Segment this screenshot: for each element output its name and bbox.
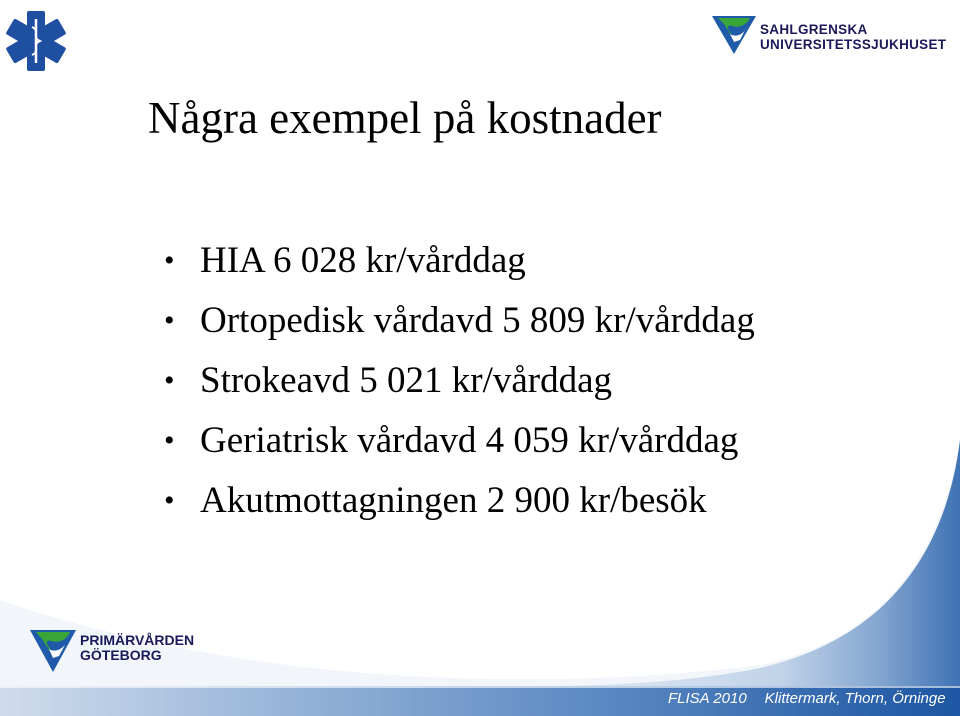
cost-bullet-list <box>160 238 755 538</box>
bullet-item: • Strokeavd 5 021 kr/vårddag <box>160 358 755 418</box>
slide-title: Några exempel på kostnader <box>148 93 662 143</box>
footer-event: FLISA 2010 <box>668 690 747 707</box>
primarvarden-logo-icon <box>28 626 78 676</box>
star-of-life-icon <box>6 8 66 74</box>
primarvarden-line1: PRIMÄRVÅRDEN <box>80 632 195 648</box>
footer-authors: Klittermark, Thorn, Örninge <box>764 690 946 707</box>
sahlgrenska-logo-text <box>760 22 946 52</box>
bullet-item: • Geriatrisk vårdavd 4 059 kr/vårddag <box>160 418 755 478</box>
primarvarden-line2: GÖTEBORG <box>80 647 162 663</box>
slide-footer <box>668 690 946 707</box>
primarvarden-logo-text <box>80 633 194 663</box>
bullet-item: • HIA 6 028 kr/vårddag <box>160 238 755 298</box>
sahlgrenska-line1: SAHLGRENSKA <box>760 22 868 37</box>
bullet-item: • Akutmottagningen 2 900 kr/besök <box>160 478 755 538</box>
bullet-item: • Ortopedisk vårdavd 5 809 kr/vårddag <box>160 298 755 358</box>
sahlgrenska-line2: UNIVERSITETSSJUKHUSET <box>760 37 947 52</box>
